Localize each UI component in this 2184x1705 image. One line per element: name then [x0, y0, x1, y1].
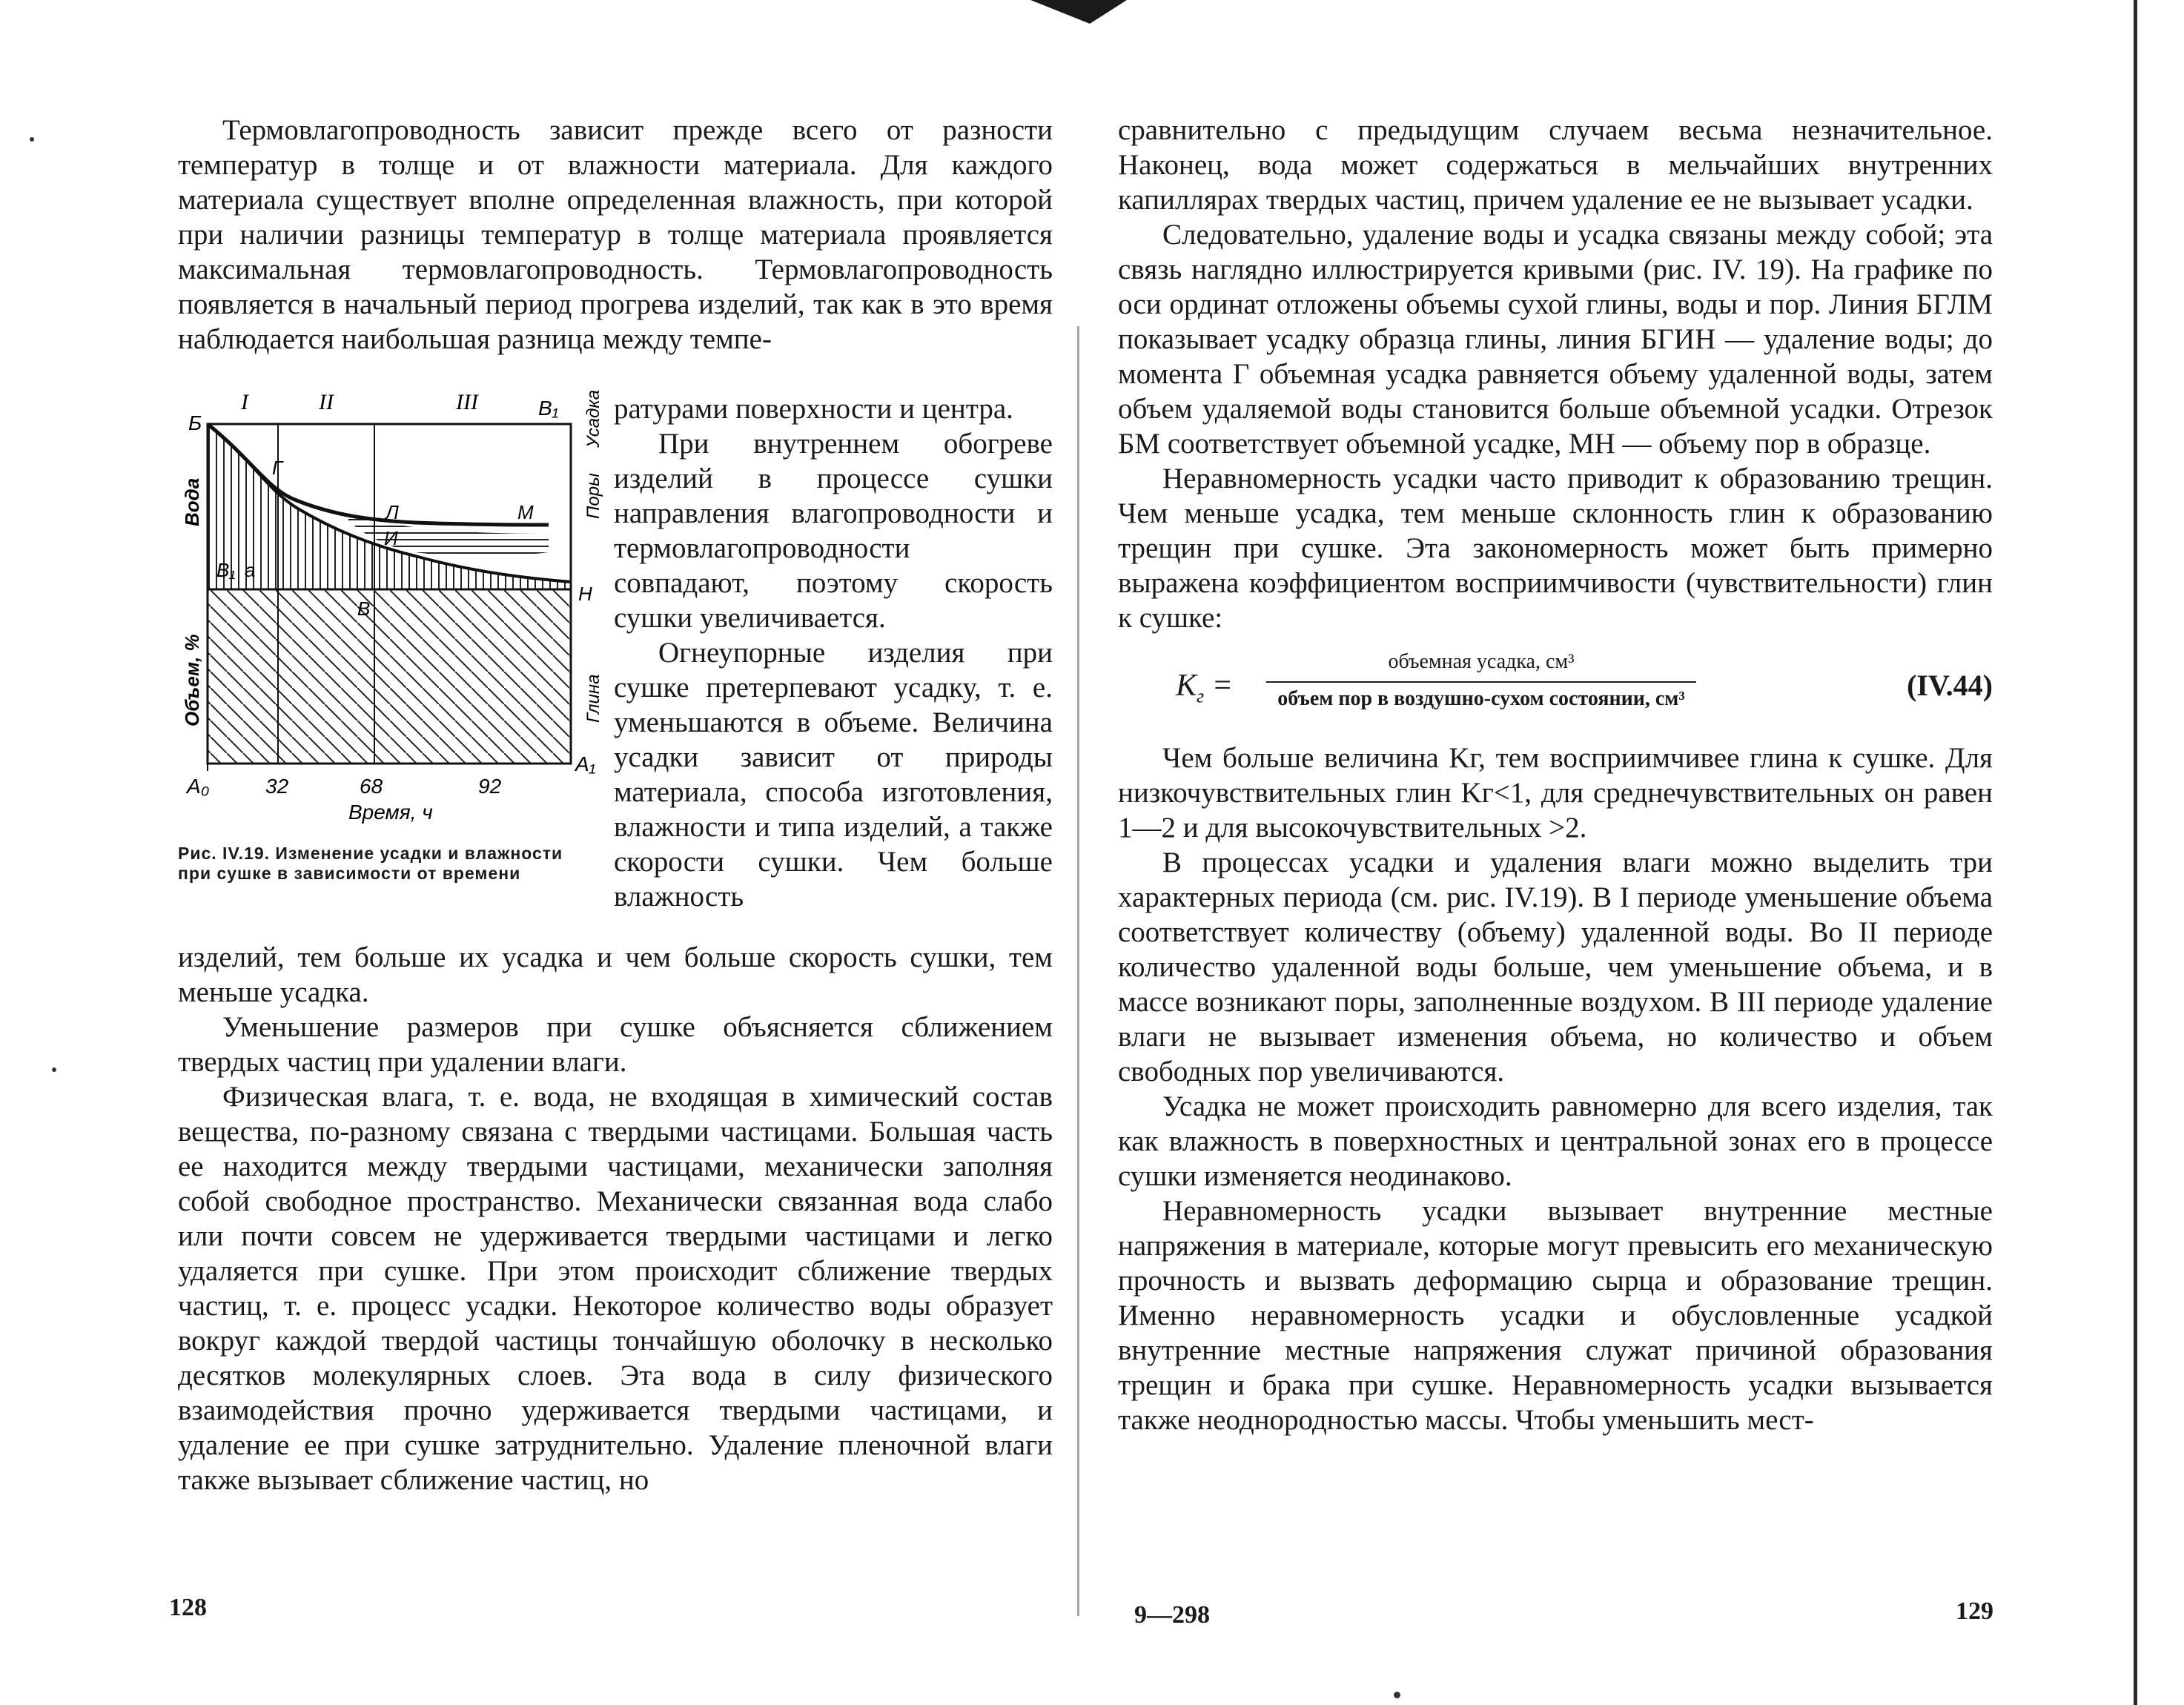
paragraph: Чем больше величина Kг, тем восприимчивее глина к сушке. Для низкочувствительных глин Kг<1, для среднечувствительных он равен 1—2 и для высокочувствительных >2.: [1118, 742, 1993, 844]
x-axis-label: Время, ч: [348, 801, 433, 824]
page-number: 129: [1956, 1598, 1993, 1625]
x-tick-label-92: 92: [478, 775, 502, 798]
paragraph: Уменьшение размеров при сушке объясняется сближением твердых частиц при удалении влаги.: [178, 1011, 1053, 1078]
speck: [1394, 1692, 1400, 1698]
x-tick-label-68: 68: [360, 775, 383, 798]
paragraph: В процессах усадки и удаления влаги можно выделить три характерных периода (см. рис. IV.19). В I периоде уменьшение объема соответствует количеству (объему) удаленной воды. Во II периоде количество удаленной воды больше, чем уменьшение объема, и в массе возникают поры, заполненные воздухом. В III периоде удаление влаги не вызывает изменения объема, но количество и объем свободных пор увеличиваются.: [1118, 847, 1993, 1087]
figure-caption: Рис. IV.19. Изменение усадки и влажности при сушке в зависимости от времени: [178, 844, 563, 883]
point-label-m: М: [517, 501, 534, 523]
figure-chart: [178, 378, 608, 845]
printer-signature: 9—298: [1134, 1601, 1210, 1629]
point-label-b1: В₁: [538, 397, 559, 420]
paragraph: Физическая влага, т. е. вода, не входящая в химический состав вещества, по-разному связана с твердыми частицами. Большая часть ее находится между твердыми частицами, механически заполняя собой свободное пространство. Механически связанная вода слабо или почти совсем не удерживается твердыми частицами и легко удаляется при сушке. При этом происходит сближение твердых частиц, т. е. процесс усадки. Некоторое количество воды образует вокруг каждой твердой частицы тончайшую оболочку в несколько десятков молекулярных слоев. Эта вода в силу физического взаимодействия прочно удерживается твердыми частицами, и удаление ее при сушке затруднительно. Удаление пленочной влаги также вызывает сближение частиц, но: [178, 1081, 1053, 1496]
point-label-g: Г: [272, 457, 283, 479]
formula-iv-44: [1118, 643, 1993, 732]
formula-denominator: объем пор в воздушно-сухом состоянии, см³: [1277, 687, 1685, 710]
paragraph: Термовлагопроводность зависит прежде всего от разности температур в толще и от влажности материала. Для каждого материала существует вполне определенная влажность, при которой при наличии разницы температур в толще материала проявляется максимальная термовлагопроводность. Термовлагопроводность появляется в начальный период прогрева изделий, так как в это время наблюдается наибольшая разница между темпе-: [178, 114, 1053, 355]
clay-region: [208, 589, 571, 764]
point-label-n: Н: [578, 583, 592, 605]
fraction-bar: [1266, 681, 1696, 683]
paragraph: изделий, тем больше их усадка и чем больше скорость сушки, тем меньше усадка.: [178, 941, 1053, 1008]
paragraph: Усадка не может происходить равномерно для всего изделия, так как влажность в поверхностных и центральной зонах его в процессе сушки изменяется неодинаково.: [1118, 1090, 1993, 1192]
period-label-1: I: [241, 390, 248, 414]
formula-subscript: г: [1197, 685, 1205, 707]
axis-label-pores: Поры: [583, 473, 603, 519]
paragraph: Огнеупорные изделия при сушке претерпевают усадку, т. е. уменьшаются в объеме. Величина усадки зависит от природы материала, способа изготовления, влажности и типа изделий, а также скорости сушки. Чем больше влажность: [614, 637, 1053, 913]
axis-label-shrinkage: Усадка: [583, 389, 603, 448]
axis-label-volume: Объем, %: [181, 634, 203, 726]
scan-edge-line: [2134, 0, 2137, 1705]
right-page-text: [1118, 113, 1993, 1437]
point-label-a: а: [245, 559, 256, 581]
left-top-text: [178, 113, 1053, 357]
point-label-a1: А₁: [575, 752, 596, 775]
point-label-v: В: [357, 597, 371, 620]
period-label-3: III: [456, 390, 478, 414]
point-label-a0: А₀: [187, 775, 210, 798]
paragraph: ратурами поверхности и центра.: [614, 393, 1013, 425]
paragraph: Неравномерность усадки часто приводит к образованию трещин. Чем меньше усадка, тем меньше склонность глин к образованию трещин при сушке. Эта закономерность может быть примерно выражена коэффициентом восприимчивости (чувствительности) глин к сушке:: [1118, 463, 1993, 634]
left-side-text: [614, 391, 1053, 914]
axis-label-water: Вода: [181, 477, 203, 526]
paragraph: Следовательно, удаление воды и усадка связаны между собой; эта связь наглядно иллюстрируется кривыми (рис. IV. 19). На графике по оси ординат отложены объемы сухой глины, воды и пор. Линия БГЛМ показывает усадку образца глины, линия БГИН — удаление воды; до момента Г объемная усадка равняется объему удаленной воды, затем объем удаляемой воды становится больше объемной усадки. Отрезок БМ соответствует объемной усадке, МН — объему пор в образце.: [1118, 219, 1993, 460]
point-label-i: И: [384, 527, 398, 549]
formula-symbol: K: [1176, 669, 1197, 703]
paragraph: Неравномерность усадки вызывает внутренние местные напряжения в материале, которые могут превысить его механическую прочность и вызвать деформацию сырца и образование трещин. Именно неравномерность усадки и обусловленные усадкой внутренние местные напряжения служат причиной образования трещин и брака при сушке. Неравномерность усадки вызывается также неоднородностью массы. Чтобы уменьшить мест-: [1118, 1195, 1993, 1436]
period-label-2: II: [319, 390, 334, 414]
paragraph: При внутреннем обогреве изделий в процессе сушки направления влагопроводности и термовлагопроводности совпадают, поэтому скорость сушки увеличивается.: [614, 428, 1053, 634]
formula-number: (IV.44): [1907, 669, 1993, 702]
page-number: 128: [169, 1594, 207, 1621]
formula-equals: =: [1211, 669, 1234, 703]
left-bottom-text: [178, 940, 1053, 1497]
formula-lhs: [1176, 668, 1233, 707]
axis-label-clay: Глина: [583, 674, 603, 723]
point-label-b: Б: [188, 411, 202, 434]
x-tick-label-32: 32: [265, 775, 289, 798]
point-label-l: Л: [385, 501, 399, 523]
formula-numerator: объемная усадка, см³: [1388, 650, 1575, 673]
paragraph: сравнительно с предыдущим случаем весьма незначительное. Наконец, вода может содержаться в мельчайших внутренних капиллярах твердых частиц, причем удаление ее не вызывает усадки.: [1118, 114, 1993, 216]
point-label-v1: В₁: [216, 559, 236, 581]
